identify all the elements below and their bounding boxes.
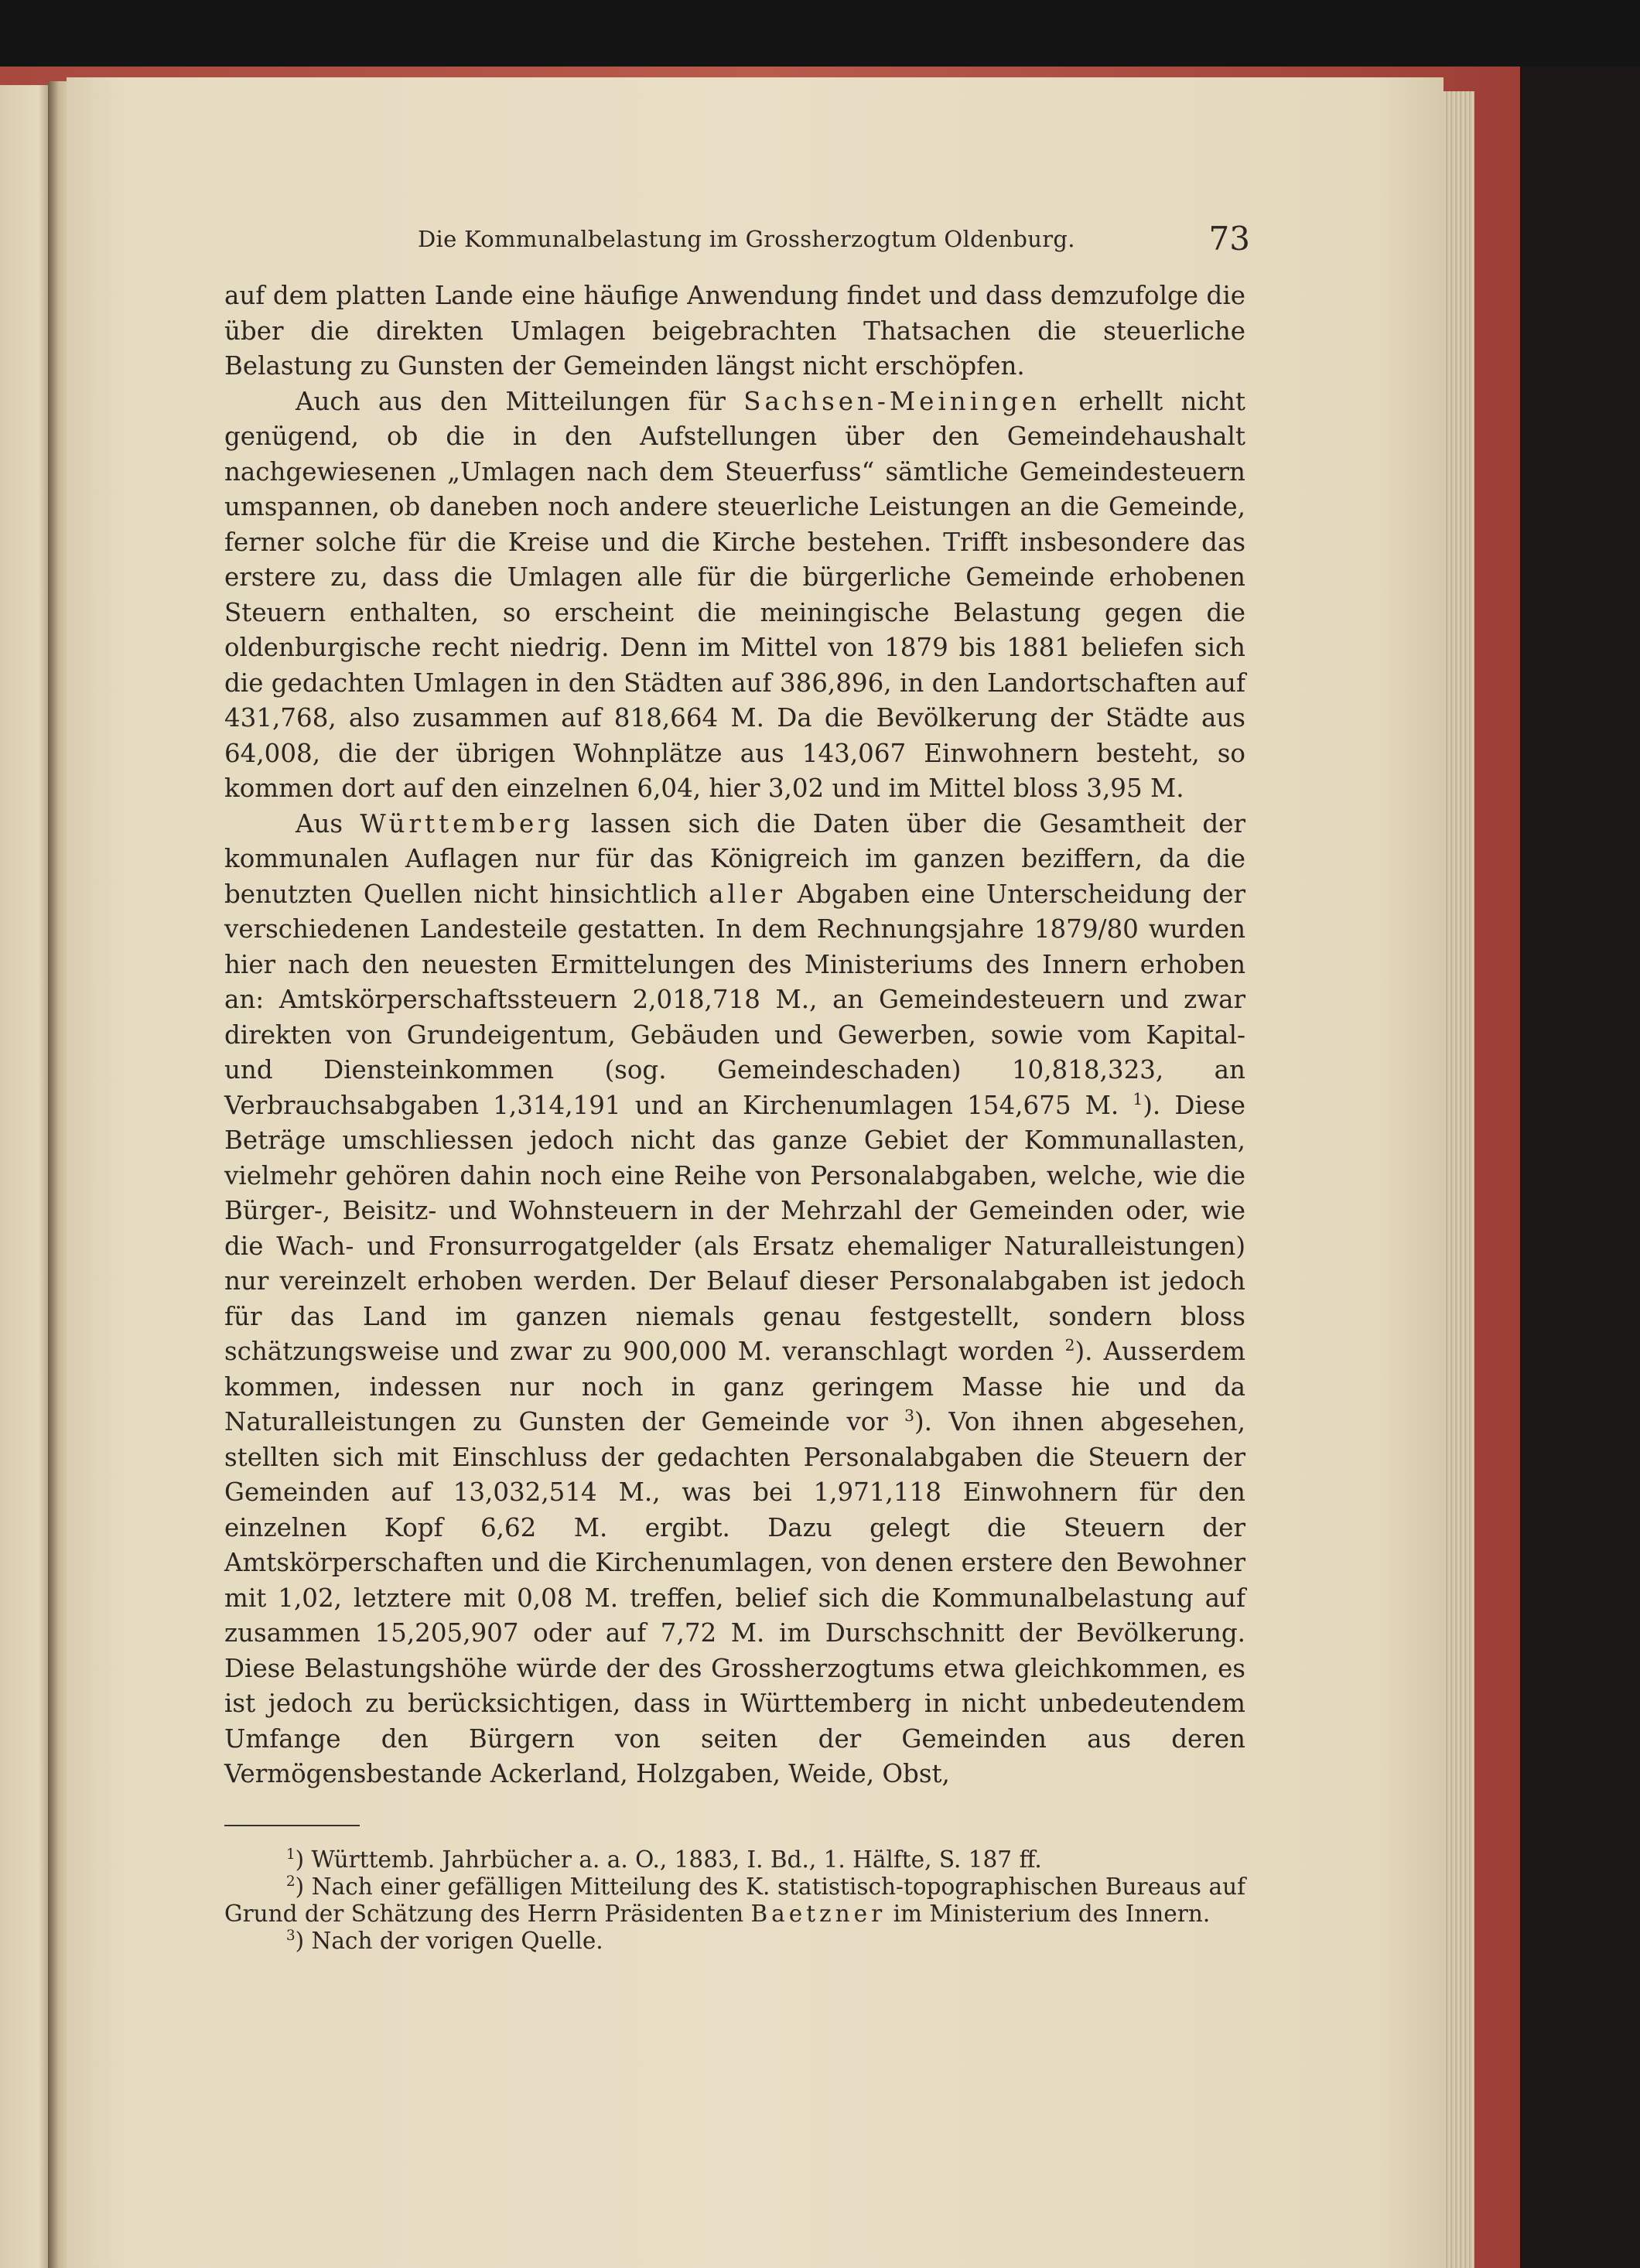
paragraph-3-text-e: ). Ausserdem kommen, indessen nur noch in ganz geringem Masse hie und da Naturalleistungen zu Gunsten der Gemeinde vor (224, 1337, 1245, 1436)
body-text (224, 278, 1245, 1792)
footnote-1 (224, 1846, 1245, 1873)
page-number: 73 (1208, 220, 1250, 258)
paragraph-3-text-f: ). Von ihnen abgesehen, stellten sich mit Einschluss der gedachten Personalabgaben die Steuern der Gemeinden auf 13,032,514 M., was bei 1,971,118 Einwohnern für den einzelnen Kopf 6,62 M. ergibt. Dazu gelegt die Steuern der Amtskörperschaften und die Kirchenumlagen, von denen erstere den Bewohner mit 1,02, letztere mit 0,08 M. treffen, belief sich die Kommunalbelastung auf zusammen 15,205,907 oder auf 7,72 M. im Durschschnitt der Bevölkerung. Diese Belastungshöhe würde der des Grossherzogtums etwa gleichkommen, es ist jedoch zu berücksichtigen, dass in Württemberg in nicht unbedeutendem Umfange den Bürgern von seiten der Gemeinden aus deren Vermögensbestande Ackerland, Holzgaben, Weide, Obst, (224, 1407, 1245, 1788)
footnote-3-mark: 3 (286, 1927, 296, 1944)
footnote-3 (224, 1928, 1245, 1955)
paragraph-1: auf dem platten Lande eine häufige Anwendung findet und dass demzufolge die über die direkten Umlagen beigebrachten Thatsachen die steuerliche Belastung zu Gunsten der Gemeinden längst nicht erschöpfen. (224, 281, 1245, 381)
footnote-1-text: ) Württemb. Jahrbücher a. a. O., 1883, I. Bd., 1. Hälfte, S. 187 ff. (295, 1846, 1042, 1873)
paragraph-3-text-d: ). Diese Beträge umschliessen jedoch nicht das ganze Gebiet der Kommunallasten, vielmehr gehören dahin noch eine Reihe von Personalabgaben, welche, wie die Bürger-, Beisitz- und Wohnsteuern in der Mehrzahl der Gemeinden oder, wie die Wach- und Fronsurrogatgelder (als Ersatz ehemaliger Naturalleistungen) nur vereinzelt erhoben werden. Der Belauf dieser Personalabgaben ist jedoch für das Land im ganzen niemals genau festgestellt, sondern bloss schätzungsweise und zwar zu 900,000 M. veranschlagt worden (224, 1090, 1245, 1366)
footnote-2-mark: 2 (286, 1873, 296, 1890)
paragraph-3-text-c: Abgaben eine Unterscheidung der verschiedenen Landesteile gestatten. In dem Rechnungsjahre 1879/80 wurden hier nach den neuesten Ermittelungen des Ministeriums des Innern erhoben an: Amtskörperschaftssteuern 2,018,718 M., an Gemeindesteuern und zwar direkten von Grundeigentum, Gebäuden und Gewerben, sowie vom Kapital- und Diensteinkommen (sog. Gemeindeschaden) 10,818,323, an Verbrauchsabgaben 1,314,191 und an Kirchenumlagen 154,675 M. (224, 879, 1245, 1120)
page-edges (1444, 91, 1474, 2268)
paragraph-2 (224, 384, 1245, 807)
name-sachsen-meiningen: Sachsen-Meiningen (743, 386, 1061, 416)
name-baetzner: Baetzner (750, 1900, 887, 1927)
paragraph-3-text-a: Aus (296, 808, 360, 839)
footnote-ref-3[interactable]: 3 (904, 1406, 914, 1426)
paragraph-2-text-b: erhellt nicht genügend, ob die in den Aufstellungen über den Gemeindehaushalt nachgewiesenen „Umlagen nach dem Steuerfuss“ sämtliche Gemeindesteuern umspannen, ob daneben noch andere steuerliche Leistungen an die Gemeinde, ferner solche für die Kreise und die Kirche bestehen. Trifft insbesondere das erstere zu, dass die Umlagen alle für die bürgerliche Gemeinde erhobenen Steuern enthalten, so erscheint die meiningische Belastung gegen die oldenburgische recht niedrig. Denn im Mittel von 1879 bis 1881 beliefen sich die gedachten Umlagen in den Städten auf 386,896, in den Landortschaften auf 431,768, also zusammen auf 818,664 M. Da die Bevölkerung der Städte aus 64,008, die der übrigen Wohnplätze aus 143,067 Einwohnern besteht, so kommen dort auf den einzelnen 6,04, hier 3,02 und im Mittel bloss 3,95 M. (224, 386, 1245, 803)
page-content (224, 217, 1250, 1955)
paragraph-2-text-a: Auch aus den Mitteilungen für (296, 386, 744, 416)
footnote-divider (224, 1825, 360, 1826)
paragraph-3-text-b: lassen sich die Daten über die Gesamtheit der kommunalen Auflagen nur für das Königreich im ganzen beziffern, da die benutzten Quellen nicht hinsichtlich (224, 808, 1245, 909)
footnote-1-mark: 1 (286, 1846, 296, 1863)
running-title: Die Kommunalbelastung im Grossherzogtum Oldenburg. (418, 226, 1075, 252)
emphasis-aller: aller (709, 879, 787, 909)
paragraph-3 (224, 807, 1245, 1792)
footnote-ref-1[interactable]: 1 (1133, 1089, 1143, 1108)
left-page-edge (0, 85, 48, 2268)
footnote-ref-2[interactable]: 2 (1064, 1336, 1075, 1355)
page-header (224, 217, 1250, 271)
footnote-3-text: ) Nach der vorigen Quelle. (295, 1927, 603, 1954)
footnote-2-text-b: im Ministerium des Innern. (886, 1900, 1211, 1927)
name-wuerttemberg: Württemberg (360, 808, 574, 839)
footnotes (224, 1846, 1245, 1955)
footnote-2-text-a: ) Nach einer gefälligen Mitteilung des K. statistisch-topographischen Bureaus auf Grund der Schätzung des Herrn Präsidenten (224, 1873, 1245, 1927)
book-spine (48, 81, 68, 2268)
footnote-2 (224, 1873, 1245, 1928)
